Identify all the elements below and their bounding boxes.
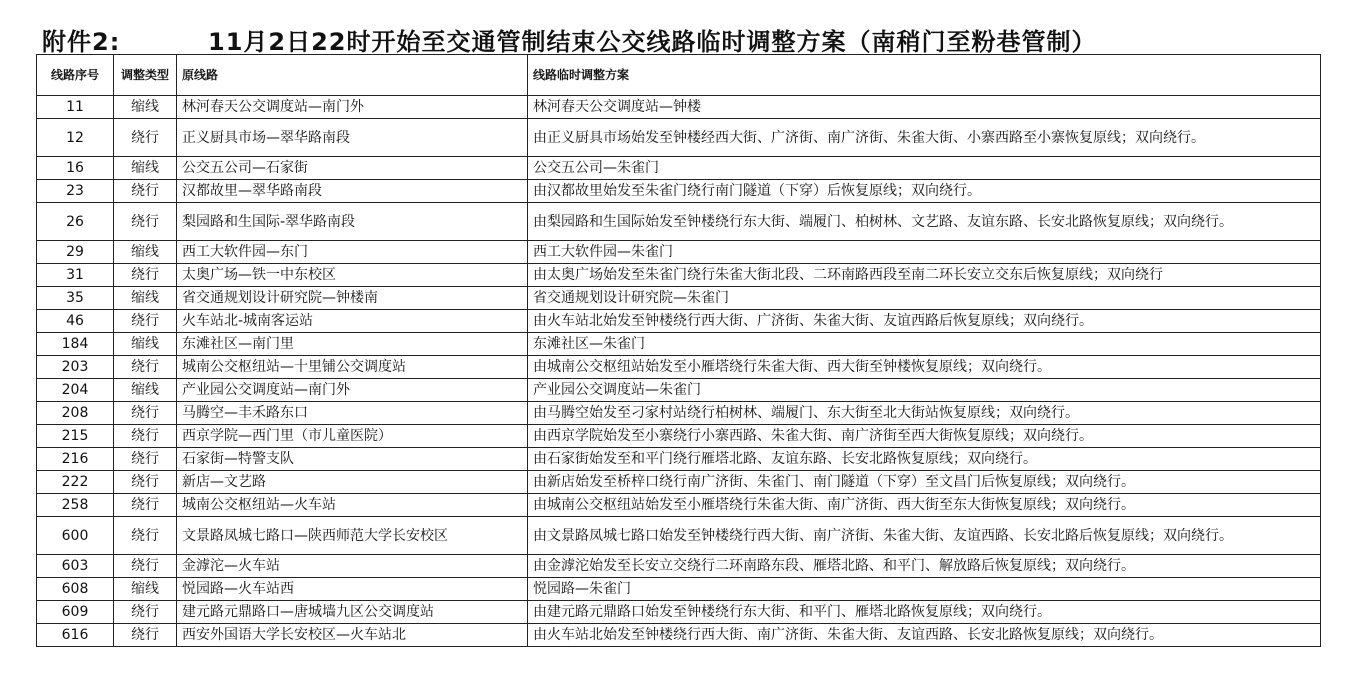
table-row [37, 180, 1321, 203]
original-route-cell: 马腾空—丰禾路东口 [177, 402, 528, 425]
original-route-cell: 东滩社区—南门里 [177, 333, 528, 356]
column-header-temporary-plan: 线路临时调整方案 [528, 55, 1321, 96]
route-number-cell: 203 [37, 356, 114, 379]
temporary-plan-cell: 西工大软件园—朱雀门 [528, 241, 1321, 264]
adjust-type-cell: 绕行 [114, 310, 177, 333]
temporary-plan-cell: 由石家街始发至和平门绕行雁塔北路、友谊东路、长安北路恢复原线；双向绕行。 [528, 448, 1321, 471]
table-row [37, 448, 1321, 471]
adjust-type-cell: 绕行 [114, 448, 177, 471]
column-header-original-route: 原线路 [177, 55, 528, 96]
table-row [37, 264, 1321, 287]
adjust-type-cell: 绕行 [114, 356, 177, 379]
original-route-cell: 太奥广场—铁一中东校区 [177, 264, 528, 287]
document-title: 11月2日22时开始至交通管制结束公交线路临时调整方案（南稍门至粉巷管制） [208, 28, 1097, 56]
route-number-cell: 208 [37, 402, 114, 425]
adjust-type-cell: 绕行 [114, 119, 177, 157]
table-row [37, 555, 1321, 578]
adjust-type-cell: 绕行 [114, 601, 177, 624]
original-route-cell: 林河春天公交调度站—南门外 [177, 96, 528, 119]
table-row [37, 333, 1321, 356]
route-number-cell: 23 [37, 180, 114, 203]
route-number-cell: 16 [37, 157, 114, 180]
temporary-plan-cell: 由文景路凤城七路口始发至钟楼绕行西大街、南广济街、朱雀大街、友谊西路、长安北路后恢复原线；双向绕行。 [528, 517, 1321, 555]
route-number-cell: 216 [37, 448, 114, 471]
adjust-type-cell: 绕行 [114, 624, 177, 647]
original-route-cell: 西工大软件园—东门 [177, 241, 528, 264]
title-row [42, 22, 1332, 54]
temporary-plan-cell: 由新店始发至桥梓口绕行南广济街、朱雀门、南门隧道（下穿）至文昌门后恢复原线；双向绕行。 [528, 471, 1321, 494]
temporary-plan-cell: 由火车站北始发至钟楼绕行西大街、广济街、朱雀大街、友谊西路后恢复原线；双向绕行。 [528, 310, 1321, 333]
temporary-plan-cell: 由马腾空始发至刁家村站绕行柏树林、端履门、东大街至北大街站恢复原线；双向绕行。 [528, 402, 1321, 425]
original-route-cell: 石家街—特警支队 [177, 448, 528, 471]
route-number-cell: 215 [37, 425, 114, 448]
adjust-type-cell: 绕行 [114, 471, 177, 494]
table-row [37, 203, 1321, 241]
temporary-plan-cell: 林河春天公交调度站—钟楼 [528, 96, 1321, 119]
adjust-type-cell: 绕行 [114, 555, 177, 578]
adjust-type-cell: 缩线 [114, 96, 177, 119]
table-row [37, 287, 1321, 310]
original-route-cell: 省交通规划设计研究院—钟楼南 [177, 287, 528, 310]
adjust-type-cell: 绕行 [114, 180, 177, 203]
route-number-cell: 11 [37, 96, 114, 119]
original-route-cell: 西京学院—西门里（市儿童医院） [177, 425, 528, 448]
adjust-type-cell: 绕行 [114, 494, 177, 517]
temporary-plan-cell: 由火车站北始发至钟楼绕行西大街、南广济街、朱雀大街、友谊西路、长安北路恢复原线；双向绕行。 [528, 624, 1321, 647]
adjust-type-cell: 绕行 [114, 203, 177, 241]
original-route-cell: 城南公交枢纽站—十里铺公交调度站 [177, 356, 528, 379]
temporary-plan-cell: 由西京学院始发至小寨绕行小寨西路、朱雀大街、南广济街至西大街恢复原线；双向绕行。 [528, 425, 1321, 448]
adjust-type-cell: 缩线 [114, 379, 177, 402]
adjust-type-cell: 绕行 [114, 264, 177, 287]
route-number-cell: 222 [37, 471, 114, 494]
original-route-cell: 正义厨具市场—翠华路南段 [177, 119, 528, 157]
adjust-type-cell: 绕行 [114, 517, 177, 555]
temporary-plan-cell: 由正义厨具市场始发至钟楼经西大街、广济街、南广济街、朱雀大街、小寨西路至小寨恢复原线；双向绕行。 [528, 119, 1321, 157]
adjust-type-cell: 缩线 [114, 241, 177, 264]
route-number-cell: 26 [37, 203, 114, 241]
route-number-cell: 12 [37, 119, 114, 157]
table-row [37, 601, 1321, 624]
temporary-plan-cell: 由梨园路和生国际始发至钟楼绕行东大街、端履门、柏树林、文艺路、友谊东路、长安北路恢复原线；双向绕行。 [528, 203, 1321, 241]
temporary-plan-cell: 产业园公交调度站—朱雀门 [528, 379, 1321, 402]
temporary-plan-cell: 由汉都故里始发至朱雀门绕行南门隧道（下穿）后恢复原线；双向绕行。 [528, 180, 1321, 203]
table-row [37, 157, 1321, 180]
temporary-plan-cell: 由金滹沱始发至长安立交绕行二环南路东段、雁塔北路、和平门、解放路后恢复原线；双向绕行。 [528, 555, 1321, 578]
temporary-plan-cell: 悦园路—朱雀门 [528, 578, 1321, 601]
original-route-cell: 火车站北-城南客运站 [177, 310, 528, 333]
attachment-label: 附件2: [42, 28, 121, 56]
adjust-type-cell: 绕行 [114, 425, 177, 448]
adjust-type-cell: 缩线 [114, 157, 177, 180]
original-route-cell: 汉都故里—翠华路南段 [177, 180, 528, 203]
table-header-row [37, 55, 1321, 96]
route-number-cell: 603 [37, 555, 114, 578]
original-route-cell: 西安外国语大学长安校区—火车站北 [177, 624, 528, 647]
route-number-cell: 204 [37, 379, 114, 402]
adjust-type-cell: 缩线 [114, 578, 177, 601]
table-row [37, 310, 1321, 333]
route-number-cell: 29 [37, 241, 114, 264]
table-row [37, 624, 1321, 647]
temporary-plan-cell: 东滩社区—朱雀门 [528, 333, 1321, 356]
adjust-type-cell: 缩线 [114, 287, 177, 310]
original-route-cell: 公交五公司—石家街 [177, 157, 528, 180]
temporary-plan-cell: 由城南公交枢纽站始发至小雁塔绕行朱雀大街、西大街至钟楼恢复原线；双向绕行。 [528, 356, 1321, 379]
route-number-cell: 35 [37, 287, 114, 310]
table-body [37, 96, 1321, 647]
original-route-cell: 悦园路—火车站西 [177, 578, 528, 601]
route-number-cell: 616 [37, 624, 114, 647]
table-row [37, 425, 1321, 448]
original-route-cell: 新店—文艺路 [177, 471, 528, 494]
original-route-cell: 梨园路和生国际-翠华路南段 [177, 203, 528, 241]
temporary-plan-cell: 公交五公司—朱雀门 [528, 157, 1321, 180]
temporary-plan-cell: 由太奥广场始发至朱雀门绕行朱雀大街北段、二环南路西段至南二环长安立交东后恢复原线；双向绕行 [528, 264, 1321, 287]
column-header-adjust-type: 调整类型 [114, 55, 177, 96]
temporary-plan-cell: 由建元路元鼎路口始发至钟楼绕行东大街、和平门、雁塔北路恢复原线；双向绕行。 [528, 601, 1321, 624]
route-number-cell: 31 [37, 264, 114, 287]
column-header-route-number: 线路序号 [37, 55, 114, 96]
temporary-plan-cell: 省交通规划设计研究院—朱雀门 [528, 287, 1321, 310]
table-row [37, 241, 1321, 264]
table-row [37, 578, 1321, 601]
adjust-type-cell: 缩线 [114, 333, 177, 356]
route-number-cell: 46 [37, 310, 114, 333]
route-number-cell: 600 [37, 517, 114, 555]
route-number-cell: 608 [37, 578, 114, 601]
original-route-cell: 城南公交枢纽站—火车站 [177, 494, 528, 517]
original-route-cell: 文景路凤城七路口—陕西师范大学长安校区 [177, 517, 528, 555]
table-row [37, 119, 1321, 157]
adjust-type-cell: 绕行 [114, 402, 177, 425]
route-adjustment-table [36, 54, 1321, 647]
table-row [37, 356, 1321, 379]
table-row [37, 471, 1321, 494]
route-number-cell: 609 [37, 601, 114, 624]
table-row [37, 402, 1321, 425]
original-route-cell: 产业园公交调度站—南门外 [177, 379, 528, 402]
route-number-cell: 258 [37, 494, 114, 517]
table-row [37, 379, 1321, 402]
route-number-cell: 184 [37, 333, 114, 356]
table-row [37, 96, 1321, 119]
original-route-cell: 金滹沱—火车站 [177, 555, 528, 578]
original-route-cell: 建元路元鼎路口—唐城墙九区公交调度站 [177, 601, 528, 624]
temporary-plan-cell: 由城南公交枢纽站始发至小雁塔绕行朱雀大街、南广济街、西大街至东大街恢复原线；双向绕行。 [528, 494, 1321, 517]
table-row [37, 494, 1321, 517]
table-row [37, 517, 1321, 555]
